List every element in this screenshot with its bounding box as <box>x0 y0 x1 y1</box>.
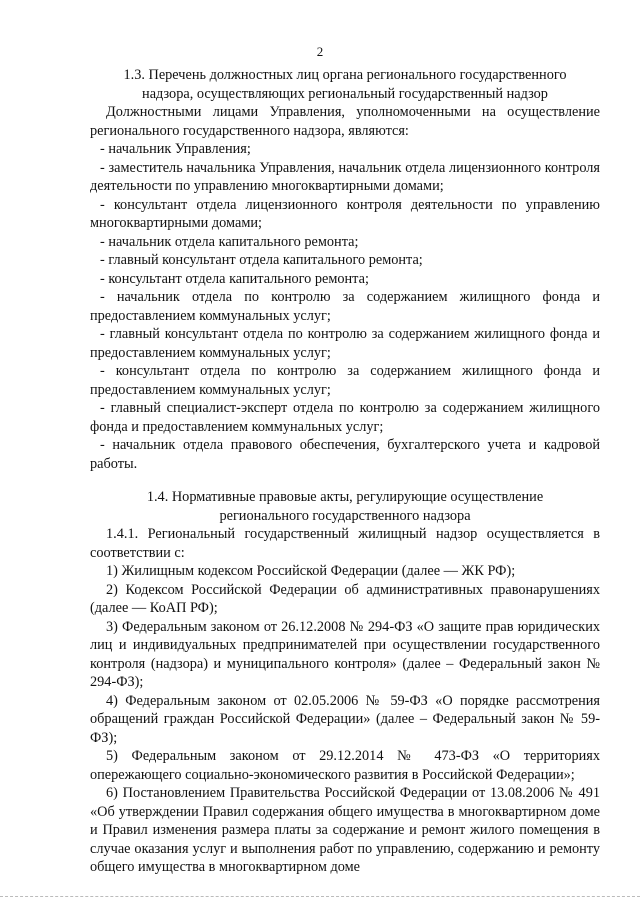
section-1-3 <box>90 66 600 473</box>
list-item: - начальник отдела по контролю за содержанием жилищного фонда и предоставлением коммунальных услуг; <box>90 289 600 324</box>
list-item: 4) Федеральным законом от 02.05.2006 № 59-ФЗ «О порядке рассмотрения обращений граждан Российской Федерации» (далее – Федеральный закон № 59-ФЗ); <box>90 692 600 746</box>
list-item: 1) Жилищным кодексом Российской Федерации (далее — ЖК РФ); <box>106 563 516 579</box>
list-item: - начальник Управления; <box>100 141 251 157</box>
paragraph: 1.4.1. Региональный государственный жилищный надзор осуществляется в соответствии с: <box>90 526 600 561</box>
document-body <box>90 66 600 877</box>
list-item: 2) Кодексом Российской Федерации об административных правонарушениях (далее — КоАП РФ); <box>90 581 600 616</box>
section-heading: регионального государственного надзора <box>219 507 471 524</box>
list-item: - главный специалист-эксперт отдела по контролю за содержанием жилищного фонда и предоставлением коммунальных услуг; <box>90 400 600 435</box>
section-1-4 <box>90 488 600 877</box>
list-item: - начальник отдела правового обеспечения, бухгалтерского учета и кадровой работы. <box>90 437 600 472</box>
footer-divider <box>0 896 640 897</box>
list-item: 3) Федеральным законом от 26.12.2008 № 294-ФЗ «О защите прав юридических лиц и индивидуальных предпринимателей при осуществлении государственного контроля (надзора) и муниципального контроля» (далее – Федеральный закон № 294-ФЗ); <box>90 618 600 690</box>
list-item: - начальник отдела капитального ремонта; <box>100 233 359 250</box>
list-item: 6) Постановлением Правительства Российской Федерации от 13.08.2006 № 491 «Об утверждении Правил содержания общего имущества в многоквартирном доме и Правил изменения размера платы за содержание и ремонт жилого помещения в случае оказания услуг и выполнения работ по управлению, содержанию и ремонту общего имущества в многоквартирном доме <box>90 785 600 875</box>
section-heading: 1.4. Нормативные правовые акты, регулирующие осуществление <box>146 489 544 505</box>
paragraph: Должностными лицами Управления, уполномоченными на осуществление регионального государственного надзора, являются: <box>90 104 600 139</box>
section-heading: 1.3. Перечень должностных лиц органа регионального государственного <box>123 67 567 83</box>
page-number: 2 <box>316 44 324 59</box>
list-item: - главный консультант отдела по контролю за содержанием жилищного фонда и предоставлением коммунальных услуг; <box>90 326 600 361</box>
list-item: - консультант отдела лицензионного контроля деятельности по управлению многоквартирными домами; <box>90 196 600 231</box>
list-item: - заместитель начальника Управления, начальник отдела лицензионного контроля деятельности по управлению многоквартирными домами; <box>90 159 600 194</box>
section-heading: надзора, осуществляющих региональный государственный надзор <box>142 85 548 102</box>
list-item: - консультант отдела по контролю за содержанием жилищного фонда и предоставлением коммунальных услуг; <box>90 363 600 398</box>
list-item: - консультант отдела капитального ремонта; <box>100 270 369 287</box>
list-item: - главный консультант отдела капитального ремонта; <box>100 252 423 268</box>
list-item: 5) Федеральным законом от 29.12.2014 № 473-ФЗ «О территориях опережающего социально-экономического развития в Российской Федерации»; <box>90 748 600 783</box>
